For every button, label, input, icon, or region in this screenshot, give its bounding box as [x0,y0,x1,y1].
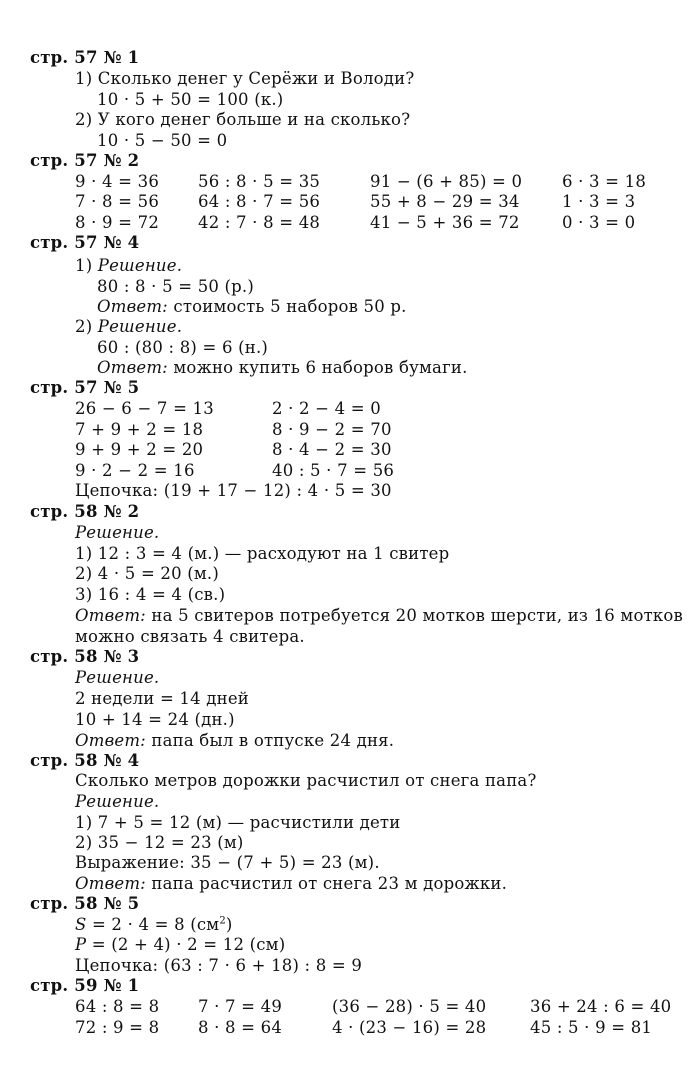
answer-label: Ответ: [97,358,168,377]
math-cell: 0 · 3 = 0 [562,213,636,232]
section-heading: стр. 57 № 4 [30,233,140,252]
area-variable: S [75,915,87,934]
math-cell: 42 : 7 · 8 = 48 [198,213,321,232]
chain-line: Цепочка: (19 + 17 − 12) : 4 · 5 = 30 [75,481,392,500]
answer-line-continued: можно связать 4 свитера. [75,627,305,646]
perimeter-line [75,935,285,955]
answer-text: можно купить 6 наборов бумаги. [167,358,468,377]
solution-step: 1) 12 : 3 = 4 (м.) — расходуют на 1 свитер [75,544,450,563]
math-cell: 9 · 4 = 36 [75,172,160,191]
area-expression: = 2 · 4 = 8 (см [86,915,220,934]
math-cell: 9 · 2 − 2 = 16 [75,461,195,480]
section-heading: стр. 58 № 3 [30,647,140,666]
solution-step: 2 недели = 14 дней [75,689,249,708]
math-cell: 8 · 9 − 2 = 70 [272,420,392,439]
part-number: 1) [75,256,98,275]
math-cell: 1 · 3 = 3 [562,192,636,211]
answer-line [75,874,507,894]
math-cell: 64 : 8 · 7 = 56 [198,192,321,211]
solution-line [75,317,182,337]
math-cell: 72 : 9 = 8 [75,1018,160,1037]
math-cell: 8 · 8 = 64 [198,1018,283,1037]
area-line [75,915,233,935]
perimeter-expression: = (2 + 4) · 2 = 12 (см) [86,935,286,954]
solution-label: Решение. [97,256,183,275]
expression-line: 10 · 5 − 50 = 0 [97,131,228,150]
math-cell: 2 · 2 − 4 = 0 [272,399,381,418]
math-cell: 7 · 8 = 56 [75,192,160,211]
answer-text: папа был в отпуске 24 дня. [145,731,395,750]
section-heading: стр. 57 № 5 [30,378,140,397]
question-line: Сколько метров дорожки расчистил от снега папа? [75,771,537,790]
section-heading: стр. 58 № 5 [30,894,140,913]
solution-label: Решение. [97,317,183,336]
math-cell: 40 : 5 · 7 = 56 [272,461,395,480]
answer-line [75,606,683,626]
section-heading: стр. 58 № 4 [30,751,140,770]
question-line: 2) У кого денег больше и на сколько? [75,110,411,129]
section-heading: стр. 59 № 1 [30,976,140,995]
solution-step: 10 + 14 = 24 (дн.) [75,710,235,729]
math-cell: 56 : 8 · 5 = 35 [198,172,321,191]
solution-label: Решение. [75,792,160,811]
math-cell: (36 − 28) · 5 = 40 [332,997,487,1016]
answer-text: на 5 свитеров потребуется 20 мотков шерсти, из 16 мотков [145,606,684,625]
answer-label: Ответ: [75,874,146,893]
answer-line [97,297,407,317]
answer-line [75,731,394,751]
answer-label: Ответ: [97,297,168,316]
solution-line [75,256,182,276]
answer-label: Ответ: [75,731,146,750]
answer-line [97,358,468,378]
part-number: 2) [75,317,98,336]
math-cell: 41 − 5 + 36 = 72 [370,213,520,232]
solution-label: Решение. [75,668,160,687]
math-cell: 45 : 5 · 9 = 81 [530,1018,653,1037]
math-cell: 8 · 4 − 2 = 30 [272,440,392,459]
answer-text: папа расчистил от снега 23 м дорожки. [145,874,508,893]
solution-step: 2) 4 · 5 = 20 (м.) [75,564,220,583]
question-line: 1) Сколько денег у Серёжи и Володи? [75,69,415,88]
expression-line: 10 · 5 + 50 = 100 (к.) [97,90,284,109]
section-heading: стр. 57 № 2 [30,151,140,170]
expression-line: Выражение: 35 − (7 + 5) = 23 (м). [75,853,380,872]
answer-text: стоимость 5 наборов 50 р. [167,297,407,316]
section-heading: стр. 57 № 1 [30,48,140,67]
section-heading: стр. 58 № 2 [30,502,140,521]
math-cell: 9 + 9 + 2 = 20 [75,440,204,459]
math-cell: 7 + 9 + 2 = 18 [75,420,204,439]
perimeter-variable: P [75,935,87,954]
math-cell: 7 · 7 = 49 [198,997,283,1016]
chain-line: Цепочка: (63 : 7 · 6 + 18) : 8 = 9 [75,956,363,975]
math-cell: 4 · (23 − 16) = 28 [332,1018,487,1037]
area-closing: ) [225,915,233,934]
solution-step: 3) 16 : 4 = 4 (св.) [75,585,226,604]
answer-label: Ответ: [75,606,146,625]
solution-label: Решение. [75,523,160,542]
area-unit-exponent: 2 [219,915,226,927]
math-cell: 64 : 8 = 8 [75,997,160,1016]
math-cell: 55 + 8 − 29 = 34 [370,192,520,211]
solution-step: 2) 35 − 12 = 23 (м) [75,833,244,852]
solution-step: 1) 7 + 5 = 12 (м) — расчистили дети [75,813,401,832]
math-cell: 36 + 24 : 6 = 40 [530,997,672,1016]
math-cell: 8 · 9 = 72 [75,213,160,232]
expression-line: 60 : (80 : 8) = 6 (н.) [97,338,269,357]
math-cell: 91 − (6 + 85) = 0 [370,172,523,191]
math-cell: 6 · 3 = 18 [562,172,647,191]
expression-line: 80 : 8 · 5 = 50 (р.) [97,277,255,296]
math-cell: 26 − 6 − 7 = 13 [75,399,214,418]
